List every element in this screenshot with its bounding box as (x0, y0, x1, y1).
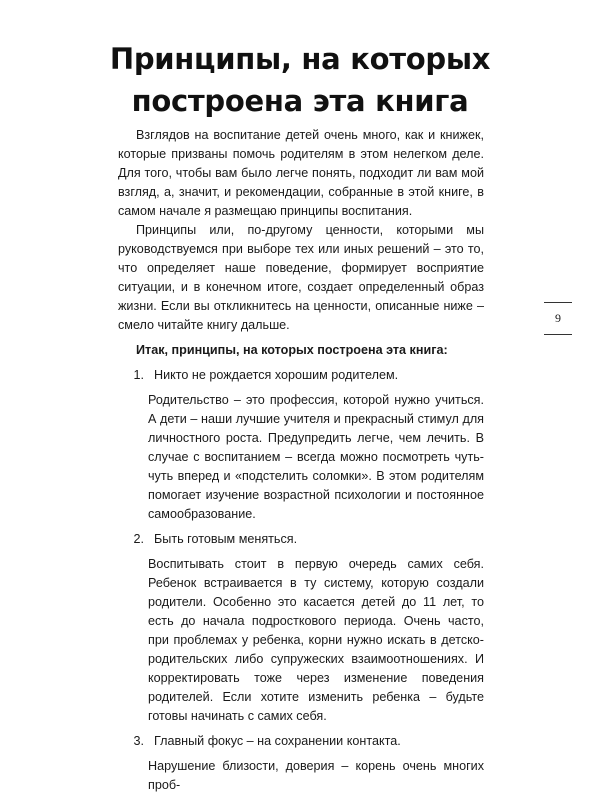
principle-body: Родительство – это профессия, которой нужно учиться. А дети – наши лучшие учителя и прекрасный стимул для личностного роста. Предупредить легче, чем лечить. В случае с воспитанием – всегда можно посмотреть чуть-чуть вперед и «подстелить соломки». В этом родителям помогает изучение возрастной психологии и постоянное самообразование. (148, 393, 484, 521)
principle-body: Нарушение близости, доверия – корень очень многих проб- (148, 759, 484, 792)
principle-body: Воспитывать стоит в первую очередь самих себя. Ребенок встраивается в ту систему, которую создали родители. Особенно это касается детей до 11 лет, то есть до начала подросткового периода. Очень часто, при проблемах у ребенка, корни нужно искать в детско-родительских либо супружеских взаимоотношениях. И корректировать тоже через изменение поведения родителей. Если хотите изменить ребенка – будьте готовы начинать с самих себя. (148, 557, 484, 723)
principle-number: 3 . (118, 732, 144, 751)
principle-heading: Никто не рождается хорошим родителем. (154, 368, 399, 382)
chapter-title-line-1: Принципы, на которых (109, 42, 491, 76)
body-text (118, 126, 484, 801)
principles-list (118, 366, 484, 795)
chapter-title-line-2: построена эта книга (131, 84, 469, 118)
principle-item (118, 732, 484, 795)
page-number: 9 (555, 311, 561, 325)
page-marker-bottom-rule (544, 334, 572, 335)
principle-heading: Быть готовым меняться. (154, 532, 298, 546)
principle-number: 1 . (118, 366, 144, 385)
chapter-title (0, 38, 600, 122)
principle-item (118, 366, 484, 524)
intro-paragraph-2: Принципы или, по-другому ценности, которыми мы руководствуемся при выборе тех или иных решений – это то, что определяет наше поведение, формирует восприятие ситуации, и в конечном итоге, создает определенный образ жизни. Если вы откликнитесь на ценности, описанные ниже – смело читайте книгу дальше. (118, 223, 484, 332)
intro-paragraph-1: Взглядов на воспитание детей очень много, как и книжек, которые призваны помочь родителям в этом нелегком деле. Для того, чтобы вам было легче понять, подходит ли вам мой взгляд, а, значит, и рекомендации, собранные в этой книге, в самом начале я размещаю принципы воспитания. (118, 128, 484, 218)
principle-heading: Главный фокус – на сохранении контакта. (154, 734, 401, 748)
page-number-marker (544, 296, 600, 340)
principle-item (118, 530, 484, 726)
principle-number: 2 . (118, 530, 144, 549)
principles-lead-in: Итак, принципы, на которых построена эта книга: (136, 343, 448, 357)
page-marker-top-rule (544, 302, 572, 303)
